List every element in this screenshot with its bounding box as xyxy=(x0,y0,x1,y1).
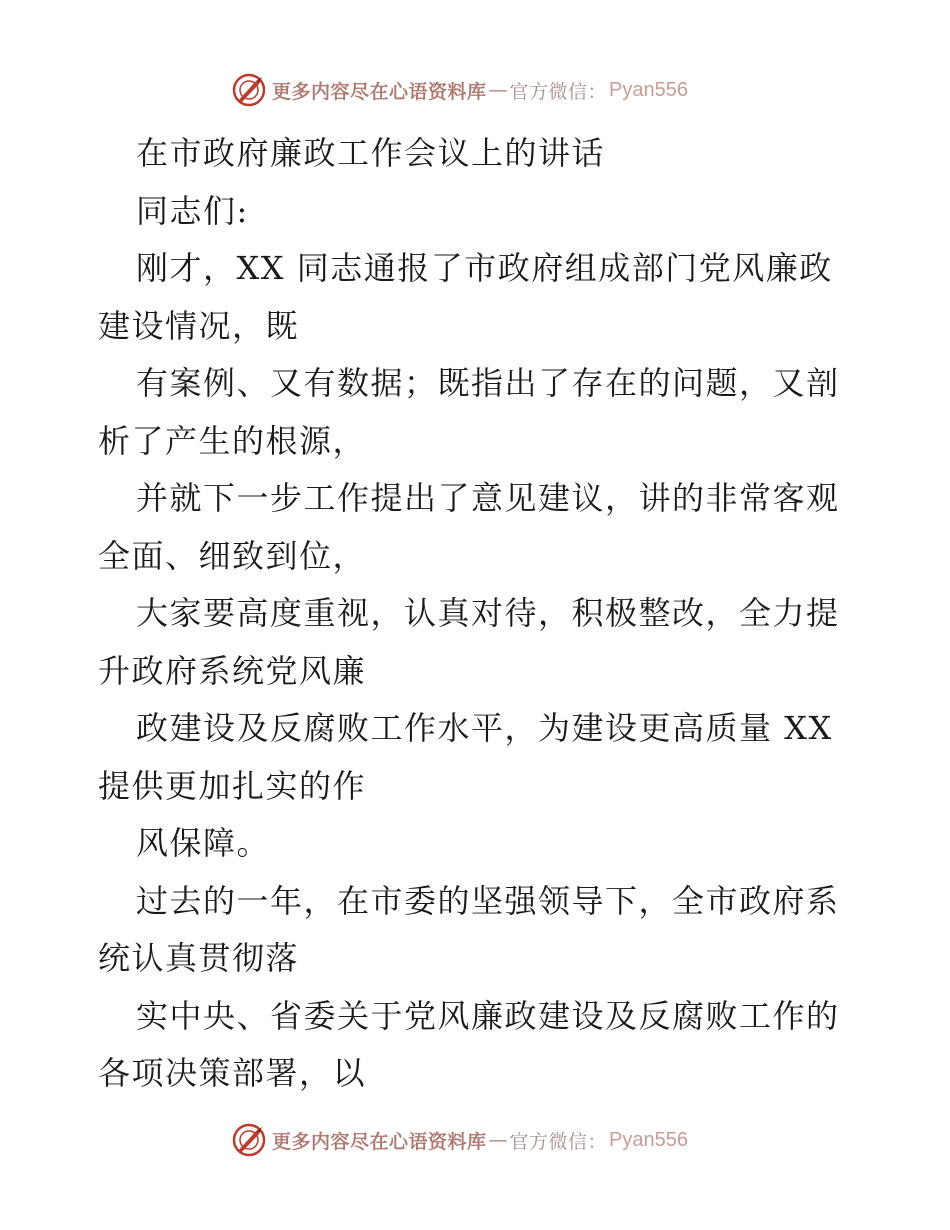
text-line: 建设情况，既 xyxy=(98,306,300,345)
text-line: 大家要高度重视，认真对待，积极整改，全力提 xyxy=(136,594,840,632)
text-line: 同志们: xyxy=(136,191,249,230)
document-title: 在市政府廉政工作会议上的讲话 xyxy=(136,134,606,172)
text-line: 有案例、又有数据；既指出了存在的问题，又剖 xyxy=(136,364,840,402)
text-line: 提供更加扎实的作 xyxy=(98,766,367,805)
text-line: 实中央、省委关于党风廉政建设及反腐败工作的 xyxy=(136,996,840,1035)
footer-banner xyxy=(232,1122,688,1158)
text-line: 并就下一步工作提出了意见建议，讲的非常客观 xyxy=(136,479,840,517)
quill-logo-icon xyxy=(232,1123,266,1157)
text-line: 全面、细致到位， xyxy=(98,536,367,575)
text-line: 过去的一年，在市委的坚强领导下，全市政府系 xyxy=(136,881,840,920)
banner-text: 更多内容尽在心语资料库 xyxy=(272,80,487,103)
banner-wechat-id: Pyan556 xyxy=(609,78,688,101)
header-banner xyxy=(232,72,688,108)
text-line: 各项决策部署，以 xyxy=(98,1054,367,1092)
text-line: 统认真贯彻落 xyxy=(98,939,300,977)
banner-separator: — xyxy=(488,79,508,101)
banner-wechat-label: 官方微信： xyxy=(509,1130,608,1153)
document-body xyxy=(98,125,868,1103)
text-line: 政建设及反腐败工作水平，为建设更高质量 XX xyxy=(136,709,833,747)
text-line: 风保障。 xyxy=(136,824,271,862)
quill-logo-icon xyxy=(232,73,266,107)
banner-text: 更多内容尽在心语资料库 xyxy=(272,1130,487,1153)
banner-wechat-label: 官方微信： xyxy=(509,80,608,103)
text-line: 刚才，XX 同志通报了市政府组成部门党风廉政 xyxy=(136,249,833,287)
banner-wechat-id: Pyan556 xyxy=(609,1128,688,1151)
banner-separator: — xyxy=(488,1129,508,1151)
text-line: 析了产生的根源， xyxy=(98,421,367,460)
text-line: 升政府系统党风廉 xyxy=(98,651,367,690)
